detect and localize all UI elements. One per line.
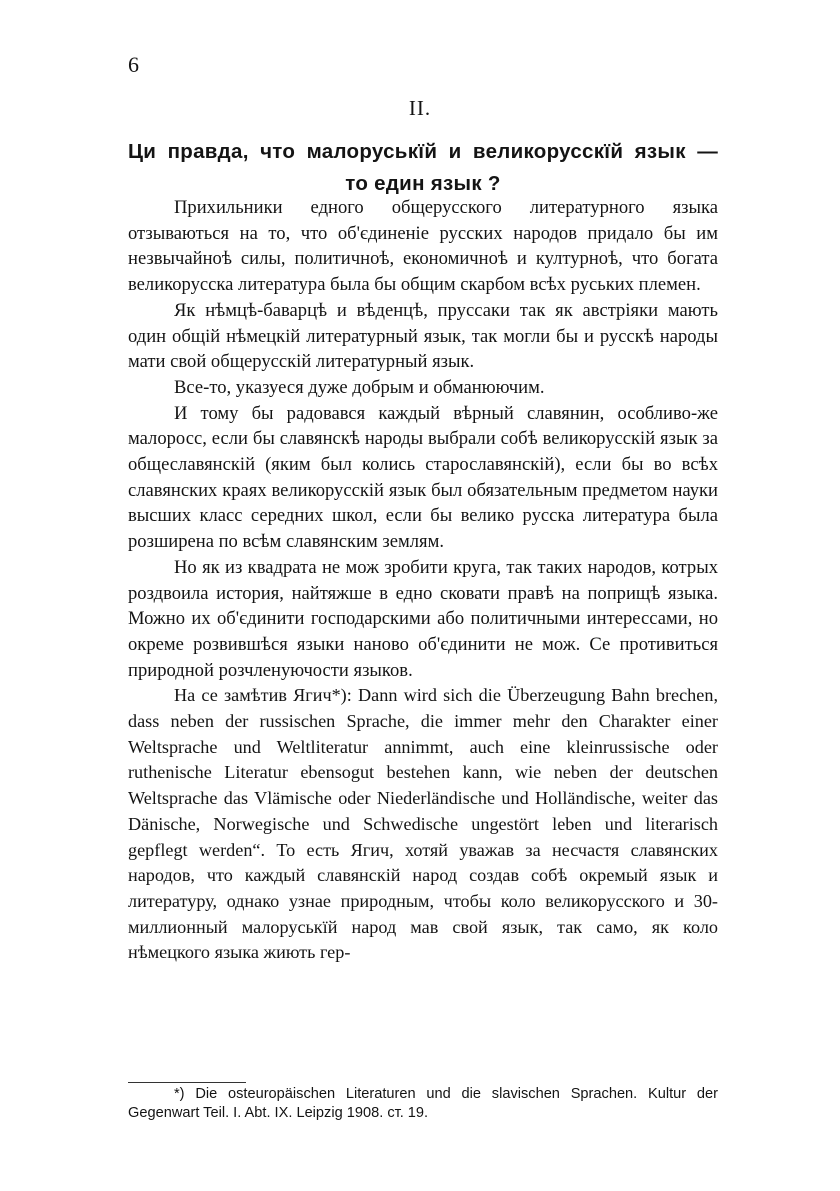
german-quotation: Dann wird sich die Überzeugung Bahn brechen, dass neben der russischen Sprache, die immer mehr den Charakter einer Weltsprache und Weltliteratur annimmt, auch eine kleinrussische oder ruthenische Literatur ebensogut bestehen kann, wie neben der deutschen Weltsprache das Vlämische oder Niederländische und Holländische, weiter das Dänische, Norwegische und Schwedische ungestört leben und literarisch gepflegt werden“.	[128, 685, 718, 860]
paragraph-1: Прихильники едного общерусского литературного языка отзываються на то, что об'єдиненіе русских народов придало бы им незвычайноѣ силы, политичноѣ, економичноѣ и културноѣ, что богата великорусска литература была бы общим скарбом всѣх руських племен.	[128, 197, 718, 296]
quote-paragraph	[128, 683, 718, 966]
footnote: *) Die osteuropäischen Literaturen und die slavischen Sprachen. Kultur der Gegenwart Teil. I. Abt. IX. Leipzig 1908. ст. 19.	[128, 1086, 718, 1121]
body-text	[128, 195, 718, 966]
section-title-line-2: то един язык ?	[345, 172, 501, 195]
paragraph-4: И тому бы радовався каждый вѣрный славянин, особливо-же малоросс, если бы славянскѣ народы выбрали собѣ великорусскій язык за общеславянскій (яким был колись старославянскій), если бы во всѣх славянских краях великорусскій язык был обязательным предметом науки высших класс середних школ, если бы велико русска литература была розширена по всѣм славянским землям.	[128, 402, 718, 553]
footnote-divider	[128, 1082, 246, 1083]
quote-lead-in: На се замѣтив Ягич*):	[174, 685, 359, 706]
section-title-line-1: Ци правда, что малоруськїй и великорусскїй язык —	[128, 140, 718, 163]
paragraph-3: Все-то, указуеся дуже добрым и обманюючим.	[174, 376, 545, 398]
quote-continuation: То есть Ягич, хотяй уважав за несчастя славянских народов, что каждый славянскій народ создав собѣ окремый язык и литературу, однако узнае природным, чтобы коло великорусского и 30-миллионный малоруськїй народ мав свой язык, так само, як коло нѣмецкого языка жиють гер-	[128, 839, 718, 963]
page-number: 6	[128, 52, 139, 77]
paragraph-5: Но як из квадрата не мож зробити круга, так таких народов, котрых роздвоила история, найтяжше в едно сковати правѣ на поприщѣ языка. Можно их об'єдинити господарскими або политичными интерессами, но окреме розвившѣся языки наново об'єдинити не мож. Се противиться природной розчленуючости языков.	[128, 556, 718, 681]
section-number: II.	[408, 96, 432, 120]
section-title	[128, 136, 718, 200]
paragraph-2: Як нѣмцѣ-баварцѣ и вѣденцѣ, пруссаки так як австріяки мають один общій нѣмецкій литературный язык, так могли бы и русскѣ народы мати свой общерусскій литературный язык.	[128, 299, 718, 373]
